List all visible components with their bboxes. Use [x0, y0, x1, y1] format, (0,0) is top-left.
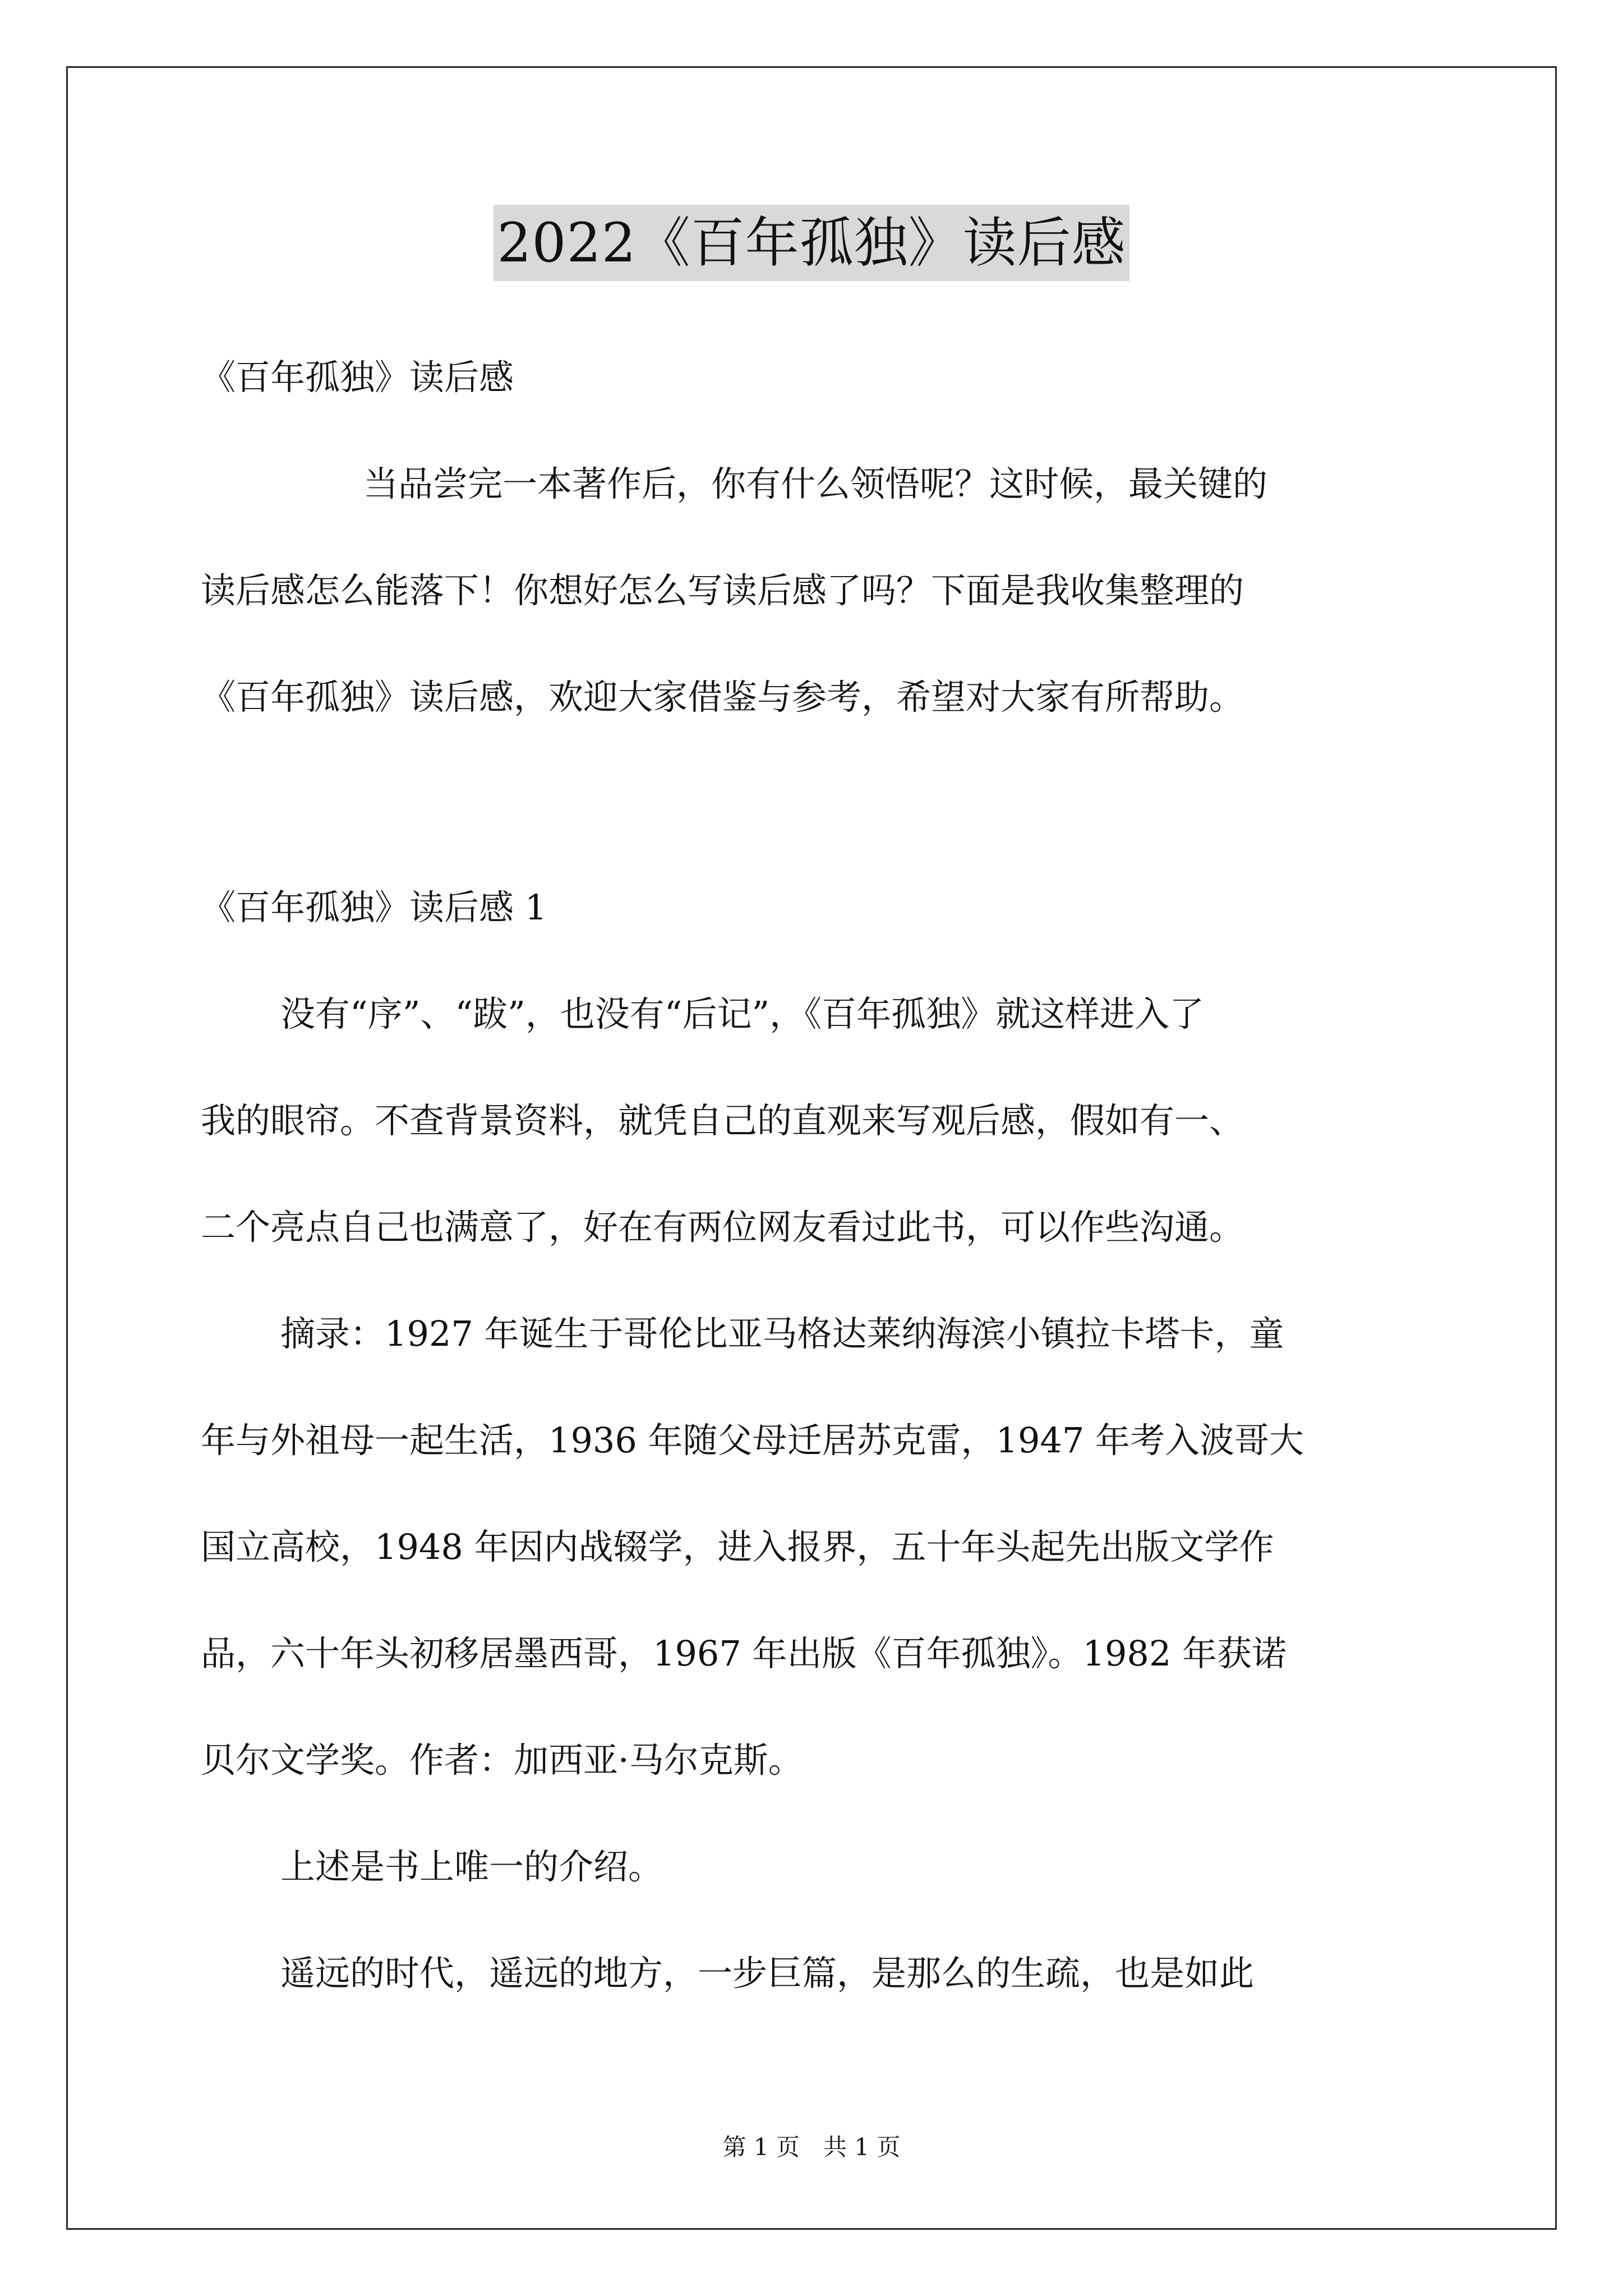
paragraph-line: 年与外祖母一起生活，1936 年随父母迁居苏克雷，1947 年考入波哥大	[201, 1420, 1304, 1461]
section-heading: 《百年孤独》读后感 1	[201, 887, 547, 928]
title-container	[0, 205, 1623, 281]
paragraph-line: 摘录：1927 年诞生于哥伦比亚马格达莱纳海滨小镇拉卡塔卡，童	[280, 1313, 1284, 1354]
paragraph-line: 读后感怎么能落下！你想好怎么写读后感了吗？下面是我收集整理的	[201, 570, 1244, 611]
document-title: 2022《百年孤独》读后感	[494, 205, 1129, 281]
paragraph-line: 品，六十年头初移居墨西哥，1967 年出版《百年孤独》。1982 年获诺	[201, 1633, 1287, 1674]
paragraph-line: 上述是书上唯一的介绍。	[280, 1846, 663, 1887]
page-footer: 第 1 页 共 1 页	[722, 2133, 901, 2161]
paragraph-line: 国立高校，1948 年因内战辍学，进入报界，五十年头起先出版文学作	[201, 1526, 1274, 1567]
paragraph-line: 二个亮点自己也满意了，好在有两位网友看过此书，可以作些沟通。	[201, 1207, 1244, 1248]
paragraph-line: 我的眼帘。不查背景资料，就凭自己的直观来写观后感，假如有一、	[201, 1100, 1244, 1141]
paragraph-line: 遥远的时代，遥远的地方，一步巨篇，是那么的生疏，也是如此	[280, 1953, 1255, 1994]
paragraph-line: 《百年孤独》读后感，欢迎大家借鉴与参考，希望对大家有所帮助。	[201, 677, 1244, 717]
paragraph-line: 贝尔文学奖。作者：加西亚·马尔克斯。	[201, 1740, 803, 1780]
paragraph-line: 当品尝完一本著作后，你有什么领悟呢？这时候，最关键的	[363, 463, 1268, 504]
section-heading: 《百年孤独》读后感	[201, 357, 514, 398]
paragraph-line: 没有“序”、“跋”，也没有“后记”，《百年孤独》就这样进入了	[280, 993, 1205, 1034]
